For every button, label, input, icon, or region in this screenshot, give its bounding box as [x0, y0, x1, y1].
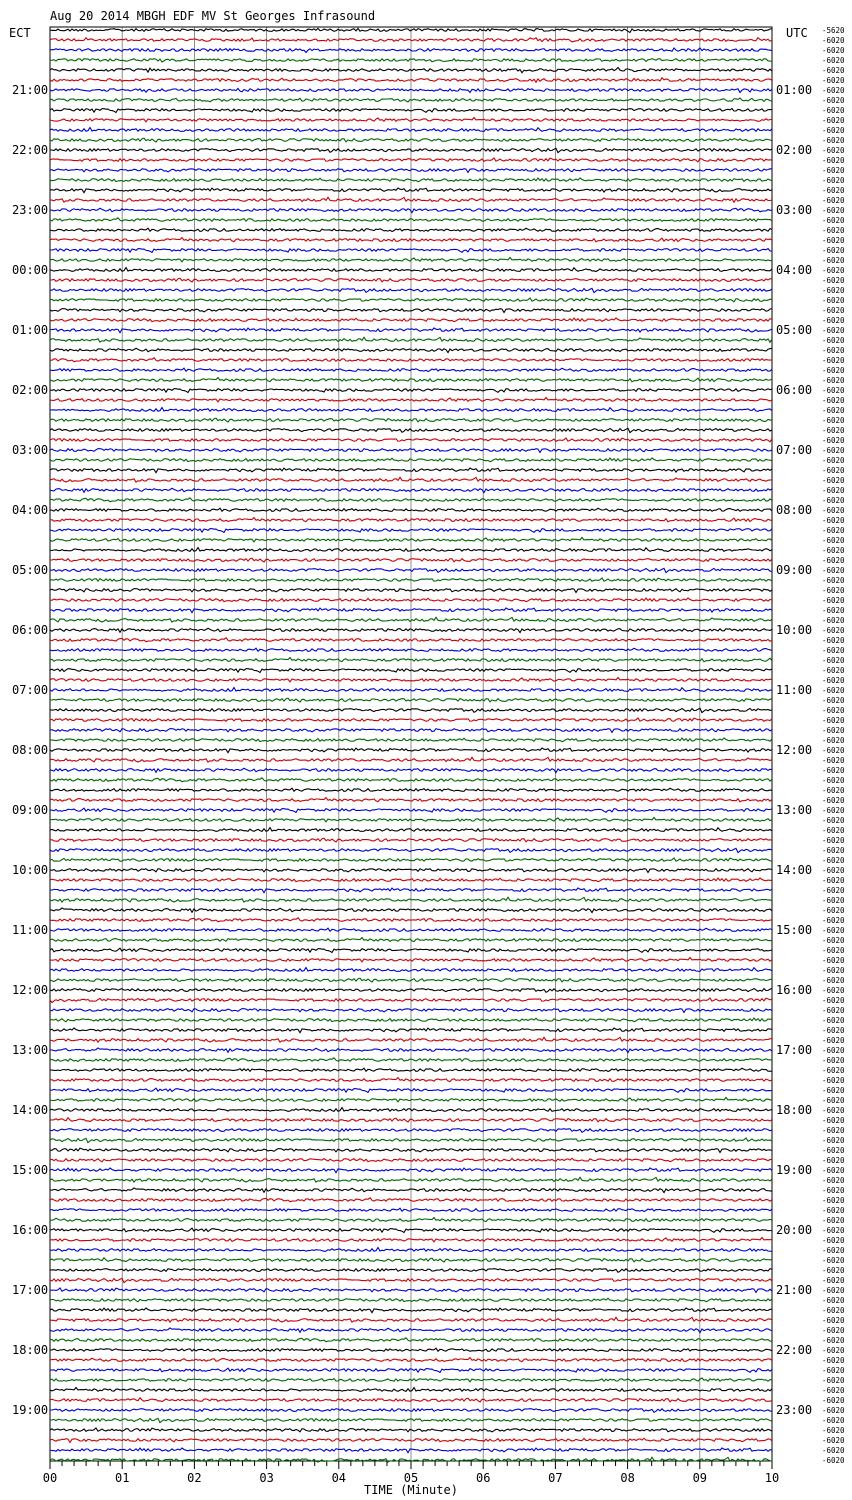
trace-scale-label: -6020	[822, 1126, 845, 1135]
left-hour-label: 08:00	[12, 743, 49, 757]
trace-scale-label: -6020	[822, 886, 845, 895]
left-hour-label: 03:00	[12, 443, 49, 457]
right-hour-label: 10:00	[776, 623, 813, 637]
trace-scale-label: -6020	[822, 586, 845, 595]
trace-scale-label: -6020	[822, 366, 845, 375]
trace-scale-label: -6020	[822, 496, 845, 505]
trace-scale-label: -6020	[822, 516, 845, 525]
left-hour-label: 04:00	[12, 503, 49, 517]
trace-scale-label: -6020	[822, 196, 845, 205]
trace-scale-label: -6020	[822, 856, 845, 865]
trace-scale-label: -6020	[822, 726, 845, 735]
trace-scale-label: -6020	[822, 1156, 845, 1165]
trace-scale-label: -6020	[822, 306, 845, 315]
trace-scale-label: -6020	[822, 676, 845, 685]
trace-scale-label: -6020	[822, 386, 845, 395]
right-timezone-label: UTC	[786, 26, 808, 40]
trace-scale-label: -6020	[822, 1216, 845, 1225]
trace-scale-label: -6020	[822, 166, 845, 175]
trace-scale-label: -6020	[822, 1456, 845, 1465]
trace-scale-label: -6020	[822, 346, 845, 355]
trace-scale-label: -6020	[822, 396, 845, 405]
trace-scale-label: -6020	[822, 236, 845, 245]
trace-scale-label: -6020	[822, 576, 845, 585]
trace-scale-label: -6020	[822, 96, 845, 105]
right-hour-label: 14:00	[776, 863, 813, 877]
right-hour-label: 23:00	[776, 1403, 813, 1417]
x-tick-label: 09	[692, 1471, 708, 1485]
trace-scale-label: -6020	[822, 1046, 845, 1055]
trace-scale-label: -6020	[822, 1426, 845, 1435]
trace-scale-label: -6020	[822, 656, 845, 665]
right-hour-label: 05:00	[776, 323, 813, 337]
trace-scale-label: -6020	[822, 76, 845, 85]
trace-scale-label: -6020	[822, 446, 845, 455]
trace-scale-label: -6020	[822, 1136, 845, 1145]
trace-scale-label: -5620	[822, 26, 845, 35]
right-hour-label: 17:00	[776, 1043, 813, 1057]
trace-scale-label: -6020	[822, 1306, 845, 1315]
left-hour-label: 17:00	[12, 1283, 49, 1297]
left-hour-label: 10:00	[12, 863, 49, 877]
trace-scale-label: -6020	[822, 176, 845, 185]
left-hour-label: 19:00	[12, 1403, 49, 1417]
trace-scale-label: -6020	[822, 1196, 845, 1205]
trace-scale-label: -6020	[822, 336, 845, 345]
trace-scale-label: -6020	[822, 116, 845, 125]
left-hour-label: 07:00	[12, 683, 49, 697]
x-tick-label: 04	[331, 1471, 347, 1485]
trace-scale-label: -6020	[822, 1276, 845, 1285]
trace-scale-label: -6020	[822, 1296, 845, 1305]
left-hour-label: 01:00	[12, 323, 49, 337]
x-tick-label: 08	[620, 1471, 635, 1485]
right-hour-label: 22:00	[776, 1343, 813, 1357]
trace-scale-label: -6020	[822, 506, 845, 515]
right-hour-label: 20:00	[776, 1223, 813, 1237]
left-hour-label: 11:00	[12, 923, 49, 937]
trace-scale-label: -6020	[822, 1226, 845, 1235]
trace-scale-label: -6020	[822, 1106, 845, 1115]
trace-scale-label: -6020	[822, 1396, 845, 1405]
trace-scale-label: -6020	[822, 696, 845, 705]
left-hour-label: 09:00	[12, 803, 49, 817]
trace-scale-label: -6020	[822, 136, 845, 145]
trace-scale-label: -6020	[822, 466, 845, 475]
trace-scale-label: -6020	[822, 326, 845, 335]
trace-scale-label: -6020	[822, 1006, 845, 1015]
trace-scale-label: -6020	[822, 36, 845, 45]
left-hour-label: 18:00	[12, 1343, 49, 1357]
trace-scale-label: -6020	[822, 936, 845, 945]
right-hour-label: 11:00	[776, 683, 813, 697]
trace-scale-label: -6020	[822, 796, 845, 805]
trace-scale-label: -6020	[822, 286, 845, 295]
trace-scale-label: -6020	[822, 426, 845, 435]
trace-scale-label: -6020	[822, 246, 845, 255]
trace-scale-label: -6020	[822, 476, 845, 485]
trace-scale-label: -6020	[822, 706, 845, 715]
trace-scale-label: -6020	[822, 636, 845, 645]
trace-scale-label: -6020	[822, 1096, 845, 1105]
x-tick-label: 01	[114, 1471, 130, 1485]
trace-scale-label: -6020	[822, 836, 845, 845]
trace-scale-label: -6020	[822, 906, 845, 915]
trace-scale-label: -6020	[822, 556, 845, 565]
trace-scale-label: -6020	[822, 1236, 845, 1245]
left-hour-label: 02:00	[12, 383, 49, 397]
trace-scale-label: -6020	[822, 1266, 845, 1275]
right-hour-label: 12:00	[776, 743, 813, 757]
trace-scale-label: -6020	[822, 1056, 845, 1065]
trace-scale-label: -6020	[822, 46, 845, 55]
trace-scale-label: -6020	[822, 756, 845, 765]
trace-scale-label: -6020	[822, 966, 845, 975]
trace-scale-label: -6020	[822, 996, 845, 1005]
left-hour-label: 22:00	[12, 143, 49, 157]
left-timezone-label: ECT	[9, 26, 31, 40]
trace-scale-label: -6020	[822, 686, 845, 695]
trace-scale-label: -6020	[822, 1346, 845, 1355]
trace-scale-label: -6020	[822, 876, 845, 885]
trace-scale-label: -6020	[822, 946, 845, 955]
trace-scale-label: -6020	[822, 956, 845, 965]
trace-scale-label: -6020	[822, 106, 845, 115]
trace-scale-label: -6020	[822, 866, 845, 875]
trace-scale-label: -6020	[822, 746, 845, 755]
right-hour-label: 19:00	[776, 1163, 813, 1177]
trace-scale-label: -6020	[822, 1016, 845, 1025]
trace-scale-label: -6020	[822, 56, 845, 65]
trace-scale-label: -6020	[822, 456, 845, 465]
trace-scale-label: -6020	[822, 66, 845, 75]
trace-scale-label: -6020	[822, 146, 845, 155]
trace-scale-label: -6020	[822, 916, 845, 925]
trace-scale-label: -6020	[822, 896, 845, 905]
trace-scale-label: -6020	[822, 1386, 845, 1395]
trace-scale-label: -6020	[822, 266, 845, 275]
x-tick-label: 03	[259, 1471, 274, 1485]
x-tick-label: 02	[187, 1471, 202, 1485]
trace-scale-label: -6020	[822, 206, 845, 215]
right-hour-label: 02:00	[776, 143, 813, 157]
chart-title: Aug 20 2014 MBGH EDF MV St Georges Infrasound	[50, 9, 376, 23]
trace-scale-label: -6020	[822, 986, 845, 995]
left-hour-label: 12:00	[12, 983, 49, 997]
right-hour-label: 16:00	[776, 983, 813, 997]
right-hour-label: 03:00	[776, 203, 813, 217]
trace-scale-label: -6020	[822, 156, 845, 165]
trace-scale-label: -6020	[822, 1076, 845, 1085]
right-hour-label: 01:00	[776, 83, 813, 97]
trace-scale-label: -6020	[822, 1256, 845, 1265]
grid-layer	[50, 27, 772, 1469]
trace-scale-label: -6020	[822, 186, 845, 195]
right-hour-label: 06:00	[776, 383, 813, 397]
trace-scale-label: -6020	[822, 546, 845, 555]
trace-scale-label: -6020	[822, 276, 845, 285]
trace-scale-label: -6020	[822, 126, 845, 135]
trace-scale-label: -6020	[822, 1066, 845, 1075]
right-hour-label: 13:00	[776, 803, 813, 817]
trace-scale-label: -6020	[822, 776, 845, 785]
right-hour-label: 15:00	[776, 923, 813, 937]
trace-scale-label: -6020	[822, 616, 845, 625]
x-tick-label: 00	[42, 1471, 58, 1485]
trace-scale-label: -6020	[822, 416, 845, 425]
trace-scale-label: -6020	[822, 1446, 845, 1455]
right-hour-label: 07:00	[776, 443, 813, 457]
right-hour-label: 21:00	[776, 1283, 813, 1297]
trace-scale-label: -6020	[822, 976, 845, 985]
x-tick-label: 06	[475, 1471, 491, 1485]
trace-scale-label: -6020	[822, 1246, 845, 1255]
left-hour-label: 14:00	[12, 1103, 49, 1117]
trace-scale-label: -6020	[822, 566, 845, 575]
trace-scale-label: -6020	[822, 846, 845, 855]
trace-scale-label: -6020	[822, 596, 845, 605]
right-hour-label: 09:00	[776, 563, 813, 577]
left-hour-label: 05:00	[12, 563, 49, 577]
trace-scale-label: -6020	[822, 1206, 845, 1215]
trace-scale-label: -6020	[822, 1376, 845, 1385]
trace-scale-label: -6020	[822, 1356, 845, 1365]
x-tick-label: 07	[548, 1471, 563, 1485]
left-hour-label: 23:00	[12, 203, 49, 217]
left-hour-label: 15:00	[12, 1163, 49, 1177]
trace-scale-label: -6020	[822, 1036, 845, 1045]
trace-scale-label: -6020	[822, 1176, 845, 1185]
trace-scale-label: -6020	[822, 486, 845, 495]
trace-scale-label: -6020	[822, 1326, 845, 1335]
trace-scale-label: -6020	[822, 436, 845, 445]
trace-scale-label: -6020	[822, 926, 845, 935]
trace-scale-label: -6020	[822, 296, 845, 305]
x-axis-label: TIME (Minute)	[364, 1483, 458, 1497]
trace-scale-label: -6020	[822, 606, 845, 615]
trace-scale-label: -6020	[822, 1406, 845, 1415]
trace-scale-label: -6020	[822, 376, 845, 385]
left-hour-label: 21:00	[12, 83, 49, 97]
trace-scale-label: -6020	[822, 256, 845, 265]
x-tick-label: 10	[764, 1471, 780, 1485]
trace-scale-label: -6020	[822, 526, 845, 535]
trace-scale-label: -6020	[822, 1166, 845, 1175]
trace-scale-label: -6020	[822, 1286, 845, 1295]
trace-scale-label: -6020	[822, 1336, 845, 1345]
trace-scale-label: -6020	[822, 1366, 845, 1375]
trace-scale-label: -6020	[822, 766, 845, 775]
trace-scale-label: -6020	[822, 216, 845, 225]
left-hour-label: 06:00	[12, 623, 49, 637]
trace-scale-label: -6020	[822, 1086, 845, 1095]
x-tick-label: 05	[403, 1471, 419, 1485]
trace-scale-label: -6020	[822, 1316, 845, 1325]
trace-scale-label: -6020	[822, 816, 845, 825]
right-hour-label: 04:00	[776, 263, 813, 277]
trace-scale-label: -6020	[822, 716, 845, 725]
trace-scale-label: -6020	[822, 536, 845, 545]
left-hour-label: 00:00	[12, 263, 49, 277]
trace-scale-label: -6020	[822, 226, 845, 235]
trace-scale-label: -6020	[822, 316, 845, 325]
trace-scale-label: -6020	[822, 1436, 845, 1445]
trace-scale-label: -6020	[822, 806, 845, 815]
trace-scale-label: -6020	[822, 736, 845, 745]
trace-scale-label: -6020	[822, 86, 845, 95]
trace-scale-label: -6020	[822, 1026, 845, 1035]
trace-scale-label: -6020	[822, 356, 845, 365]
right-hour-label: 18:00	[776, 1103, 813, 1117]
trace-scale-label: -6020	[822, 1186, 845, 1195]
trace-scale-label: -6020	[822, 666, 845, 675]
trace-scale-label: -6020	[822, 1146, 845, 1155]
trace-scale-label: -6020	[822, 646, 845, 655]
trace-scale-label: -6020	[822, 826, 845, 835]
trace-scale-label: -6020	[822, 1416, 845, 1425]
right-hour-label: 08:00	[776, 503, 813, 517]
left-hour-label: 13:00	[12, 1043, 49, 1057]
trace-scale-label: -6020	[822, 406, 845, 415]
trace-scale-label: -6020	[822, 786, 845, 795]
trace-scale-label: -6020	[822, 1116, 845, 1125]
left-hour-label: 16:00	[12, 1223, 49, 1237]
trace-scale-label: -6020	[822, 626, 845, 635]
